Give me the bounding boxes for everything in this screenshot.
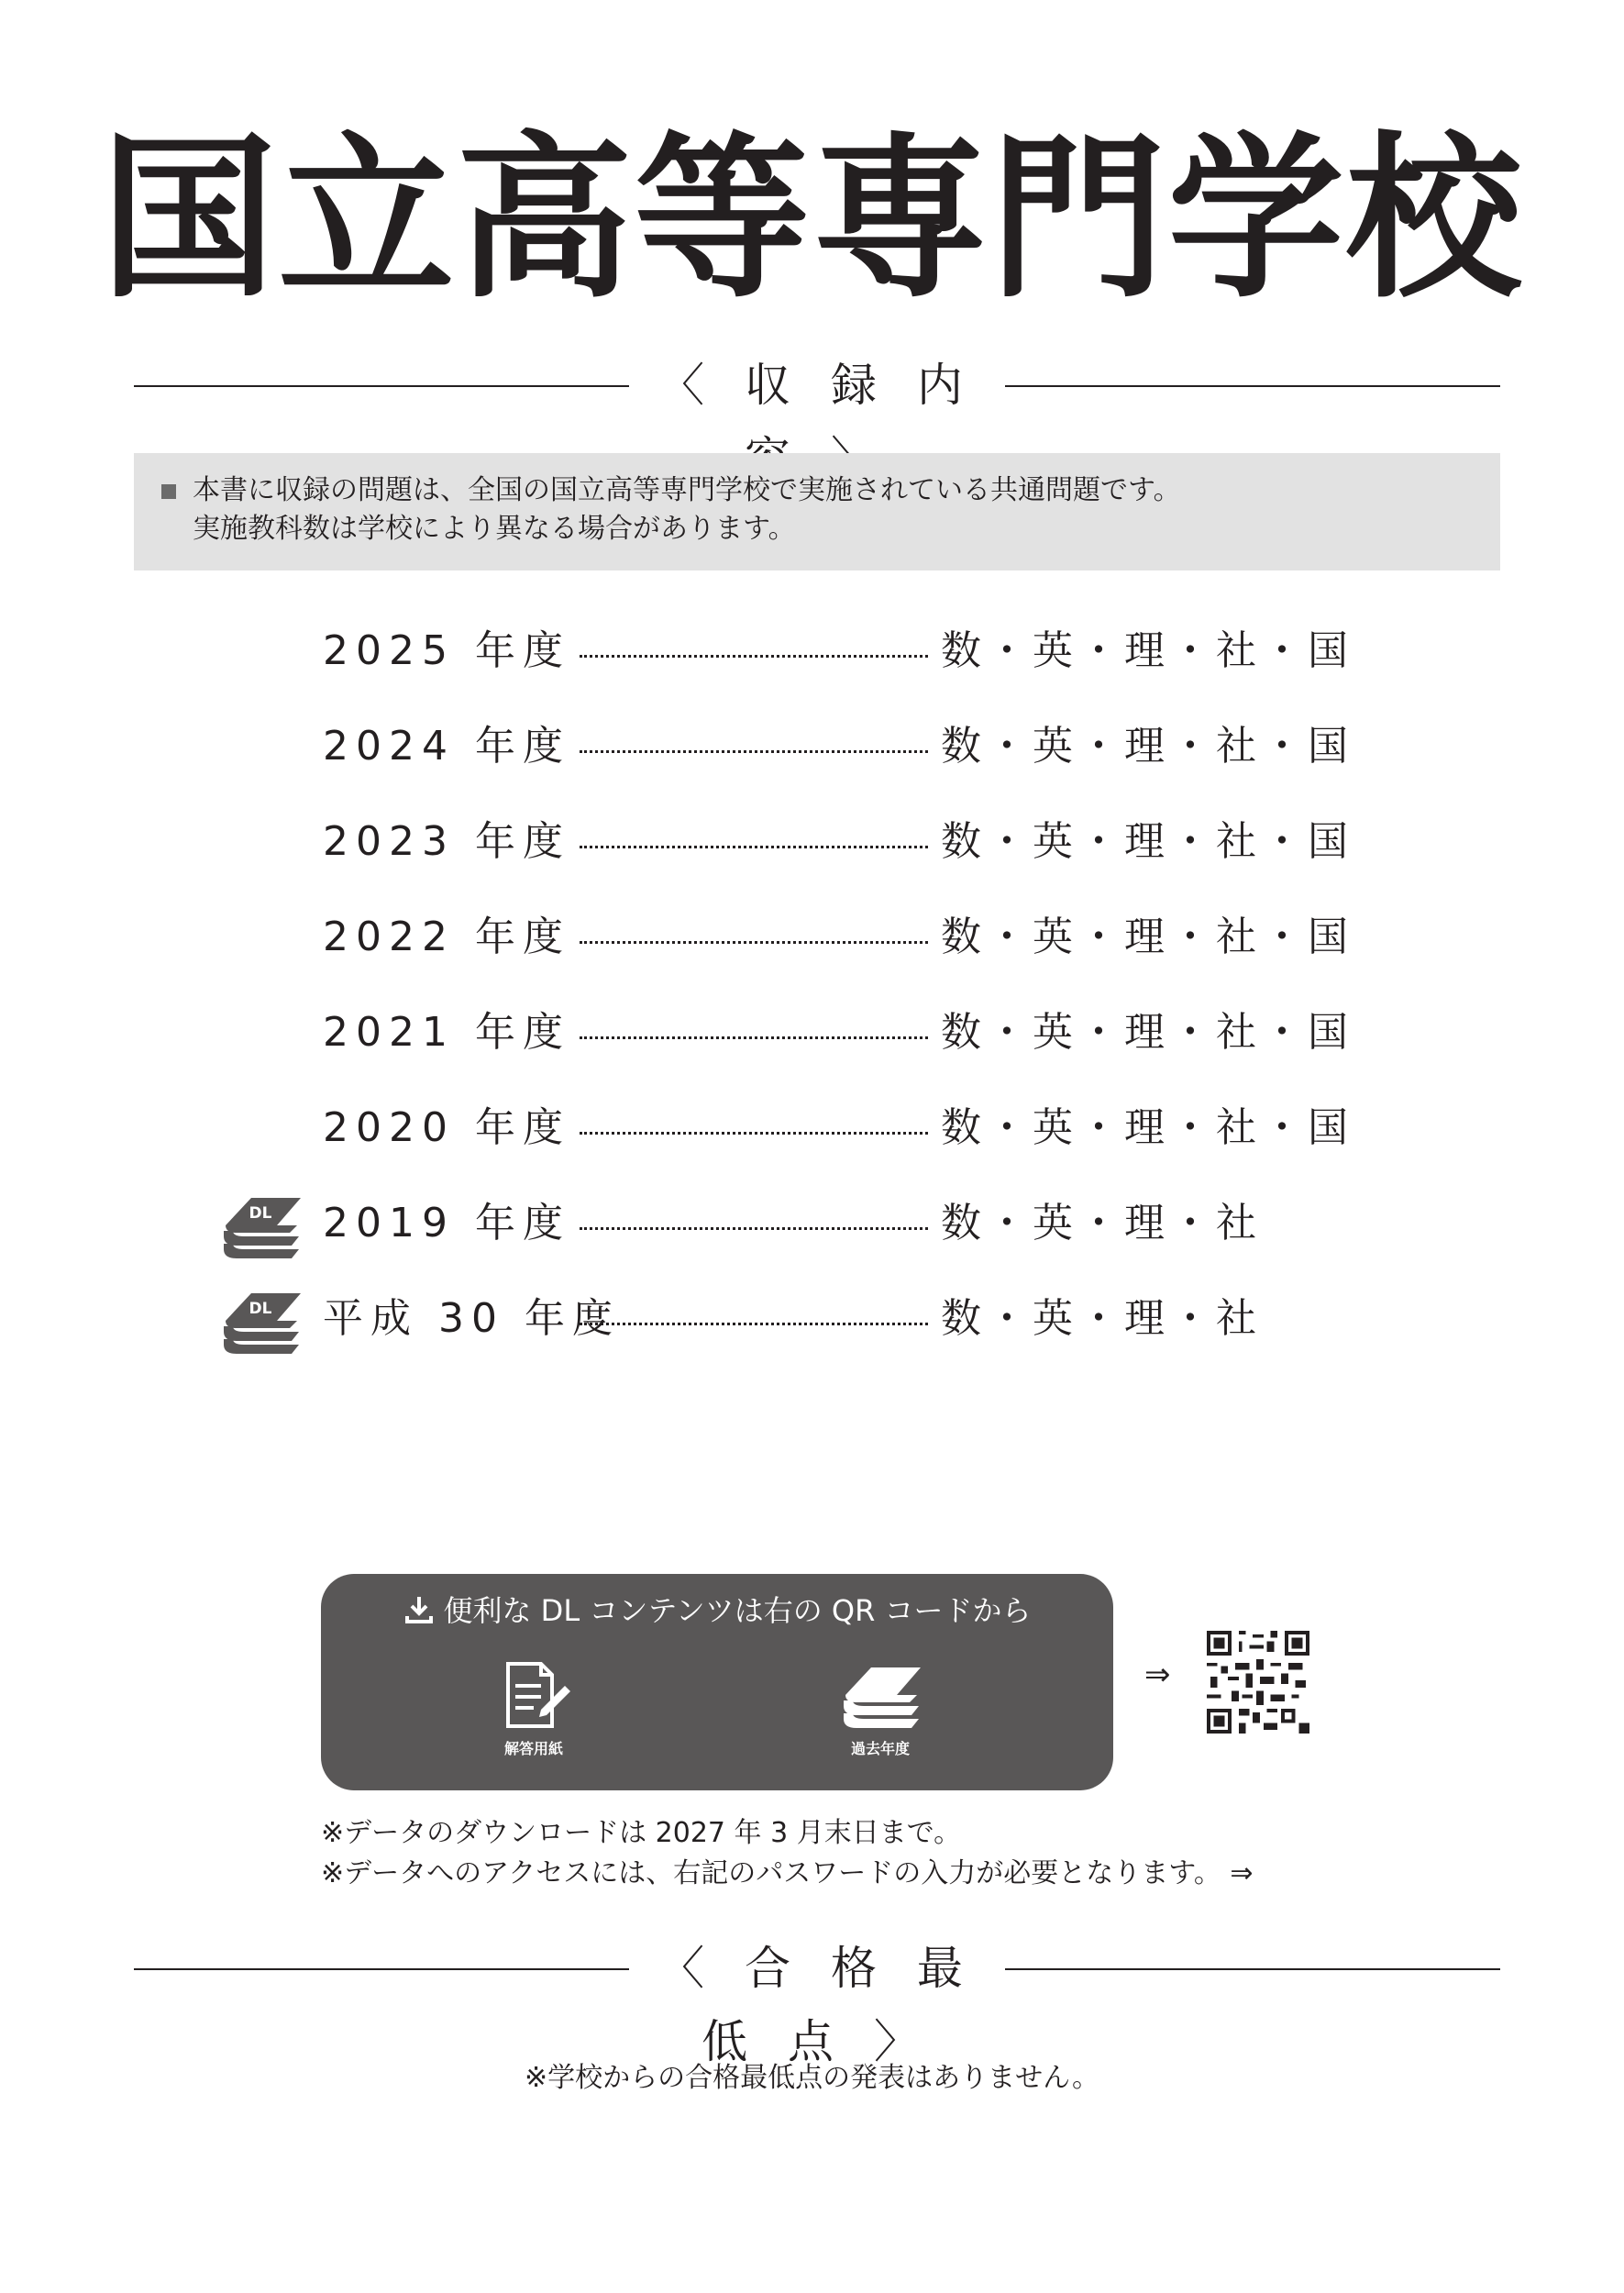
subjects: 数・英・理・社・国 bbox=[941, 723, 1353, 770]
heading-rule-right bbox=[1005, 385, 1500, 387]
year-row bbox=[0, 710, 1624, 783]
dl-caption bbox=[321, 1590, 1113, 1631]
leader-dots bbox=[580, 1323, 928, 1325]
year-row bbox=[0, 1282, 1624, 1356]
download-books-icon bbox=[216, 1189, 304, 1262]
subjects: 数・英・理・社・国 bbox=[941, 627, 1353, 674]
page-title: 国立高等専門学校 bbox=[100, 117, 1524, 322]
leader-dots bbox=[580, 1227, 928, 1230]
passing-score-heading-label: 〈 合 格 最 低 点 〉 bbox=[658, 1942, 976, 2068]
year-label: 2021 年度 bbox=[323, 1009, 570, 1056]
past-years-label: 過去年度 bbox=[850, 1740, 910, 1757]
year-label: 2019 年度 bbox=[323, 1200, 570, 1246]
subjects: 数・英・理・社 bbox=[941, 1200, 1262, 1246]
year-label: 平成 30 年度 bbox=[323, 1295, 620, 1342]
subjects: 数・英・理・社・国 bbox=[941, 1009, 1353, 1056]
year-label: 2024 年度 bbox=[323, 723, 570, 770]
past-years-item[interactable] bbox=[807, 1658, 954, 1758]
year-row bbox=[0, 1091, 1624, 1165]
leader-dots bbox=[580, 846, 928, 848]
notice-line-2: 実施教科数は学校により異なる場合があります。 bbox=[193, 513, 796, 545]
answer-sheet-label: 解答用紙 bbox=[503, 1740, 563, 1757]
year-label: 2023 年度 bbox=[323, 818, 570, 865]
subjects: 数・英・理・社・国 bbox=[941, 818, 1353, 865]
notice-line-1: 本書に収録の問題は、全国の国立高等専門学校で実施されている共通問題です。 bbox=[193, 474, 1181, 506]
leader-dots bbox=[580, 1036, 928, 1039]
year-row bbox=[0, 1187, 1624, 1260]
qr-code-icon[interactable] bbox=[1207, 1631, 1309, 1734]
passing-score-heading bbox=[134, 1932, 1500, 2068]
answer-sheet-icon bbox=[495, 1658, 572, 1732]
contents-heading bbox=[134, 349, 1500, 422]
leader-dots bbox=[580, 750, 928, 753]
contents-heading-label: 〈 収 録 内 bbox=[658, 359, 976, 412]
subjects: 数・英・理・社・国 bbox=[941, 1104, 1353, 1151]
subjects: 数・英・理・社 bbox=[941, 1295, 1262, 1342]
subjects: 数・英・理・社・国 bbox=[941, 914, 1353, 960]
download-icon bbox=[403, 1594, 435, 1625]
passing-score-note: ※学校からの合格最低点の発表はありません。 bbox=[525, 2062, 1099, 2094]
svg-text:DL: DL bbox=[249, 1300, 272, 1318]
notice-box bbox=[134, 453, 1500, 570]
svg-text:DL: DL bbox=[249, 1204, 272, 1223]
answer-sheet-item[interactable] bbox=[460, 1658, 607, 1758]
arrow-to-qr: ⇒ bbox=[1144, 1656, 1171, 1693]
past-years-books-icon bbox=[836, 1658, 924, 1732]
dl-content-box bbox=[321, 1574, 1113, 1790]
download-books-icon bbox=[216, 1284, 304, 1357]
heading-rule-left bbox=[134, 385, 629, 387]
download-deadline-note: ※データのダウンロードは 2027 年 3 月末日まで。 bbox=[321, 1817, 962, 1849]
leader-dots bbox=[580, 655, 928, 658]
square-bullet-icon bbox=[161, 484, 176, 499]
year-row bbox=[0, 901, 1624, 974]
year-row bbox=[0, 805, 1624, 879]
year-row bbox=[0, 996, 1624, 1069]
leader-dots bbox=[580, 1132, 928, 1135]
year-label: 2020 年度 bbox=[323, 1104, 570, 1151]
heading-rule-left bbox=[134, 1968, 629, 1970]
dl-caption-text: 便利な DL コンテンツは右の QR コードから bbox=[443, 1593, 1032, 1628]
leader-dots bbox=[580, 941, 928, 944]
year-row bbox=[0, 615, 1624, 688]
year-label: 2022 年度 bbox=[323, 914, 570, 960]
year-label: 2025 年度 bbox=[323, 627, 570, 674]
heading-rule-right bbox=[1005, 1968, 1500, 1970]
password-note: ※データへのアクセスには、右記のパスワードの入力が必要となります。 ⇒ bbox=[321, 1857, 1254, 1889]
